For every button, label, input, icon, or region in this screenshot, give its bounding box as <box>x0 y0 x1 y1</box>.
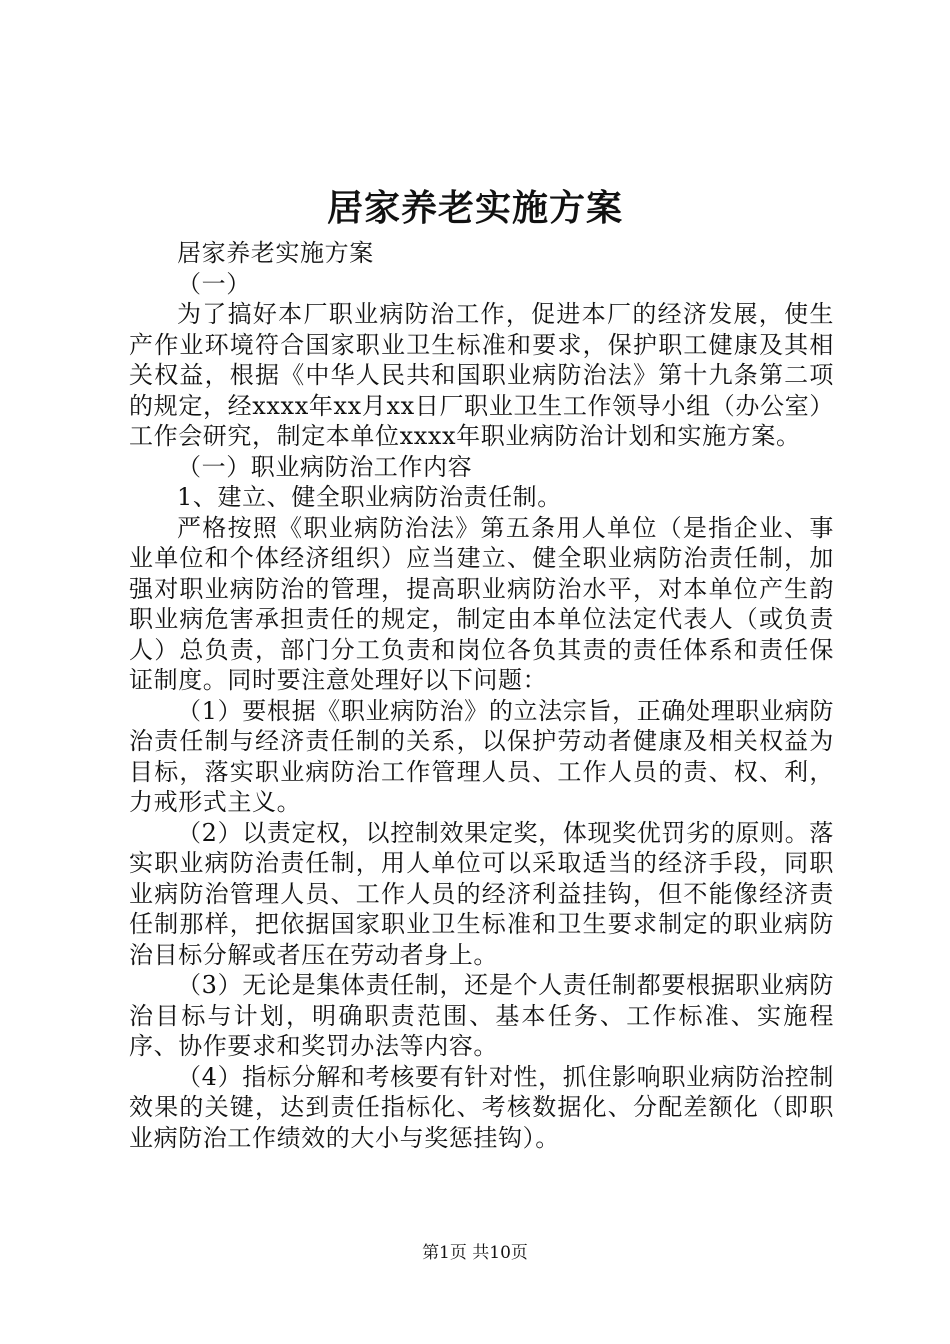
document-body <box>129 238 834 1153</box>
paragraph-intro: 为了搞好本厂职业病防治工作，促进本厂的经济发展，使生产作业环境符合国家职业卫生标准和要求，保护职工健康及其相关权益，根据《中华人民共和国职业病防治法》第十九条第二项的规定，经xxxx年xx月xx日厂职业卫生工作领导小组（办公室）工作会研究，制定本单位xxxx年职业病防治计划和实施方案。 <box>129 300 834 450</box>
paragraph-point-1: （1）要根据《职业病防治》的立法宗旨，正确处理职业病防治责任制与经济责任制的关系，以保护劳动者健康及相关权益为目标，落实职业病防治工作管理人员、工作人员的责、权、利，力戒形式主义。 <box>129 696 834 816</box>
paragraph-point-2: （2）以责定权，以控制效果定奖，体现奖优罚劣的原则。落实职业病防治责任制，用人单位可以采取适当的经济手段，同职业病防治管理人员、工作人员的经济利益挂钩，但不能像经济责任制那样，把依据国家职业卫生标准和卫生要求制定的职业病防治目标分解或者压在劳动者身上。 <box>129 818 834 969</box>
page-footer: 第1页 共10页 <box>422 1243 528 1263</box>
document-title: 居家养老实施方案 <box>326 187 623 229</box>
paragraph-responsibility: 严格按照《职业病防治法》第五条用人单位（是指企业、事业单位和个体经济组织）应当建立、健全职业病防治责任制，加强对职业病防治的管理，提高职业病防治水平，对本单位产生韵职业病危害承担责任的规定，制定由本单位法定代表人（或负责人）总负责，部门分工负责和岗位各负其责的责任体系和责任保证制度。同时要注意处理好以下问题： <box>129 513 834 694</box>
paragraph-item-1: 1、建立、健全职业病防治责任制。 <box>177 483 562 511</box>
paragraph-point-4: （4）指标分解和考核要有针对性，抓住影响职业病防治控制效果的关键，达到责任指标化、考核数据化、分配差额化（即职业病防治工作绩效的大小与奖惩挂钩）。 <box>129 1062 834 1152</box>
paragraph-heading-content: （一）职业病防治工作内容 <box>177 452 473 481</box>
paragraph-subtitle: 居家养老实施方案 <box>177 239 374 267</box>
paragraph-section-marker: （一） <box>177 269 251 298</box>
paragraph-point-3: （3）无论是集体责任制，还是个人责任制都要根据职业病防治目标与计划，明确职责范围、基本任务、工作标准、实施程序、协作要求和奖罚办法等内容。 <box>129 971 834 1060</box>
